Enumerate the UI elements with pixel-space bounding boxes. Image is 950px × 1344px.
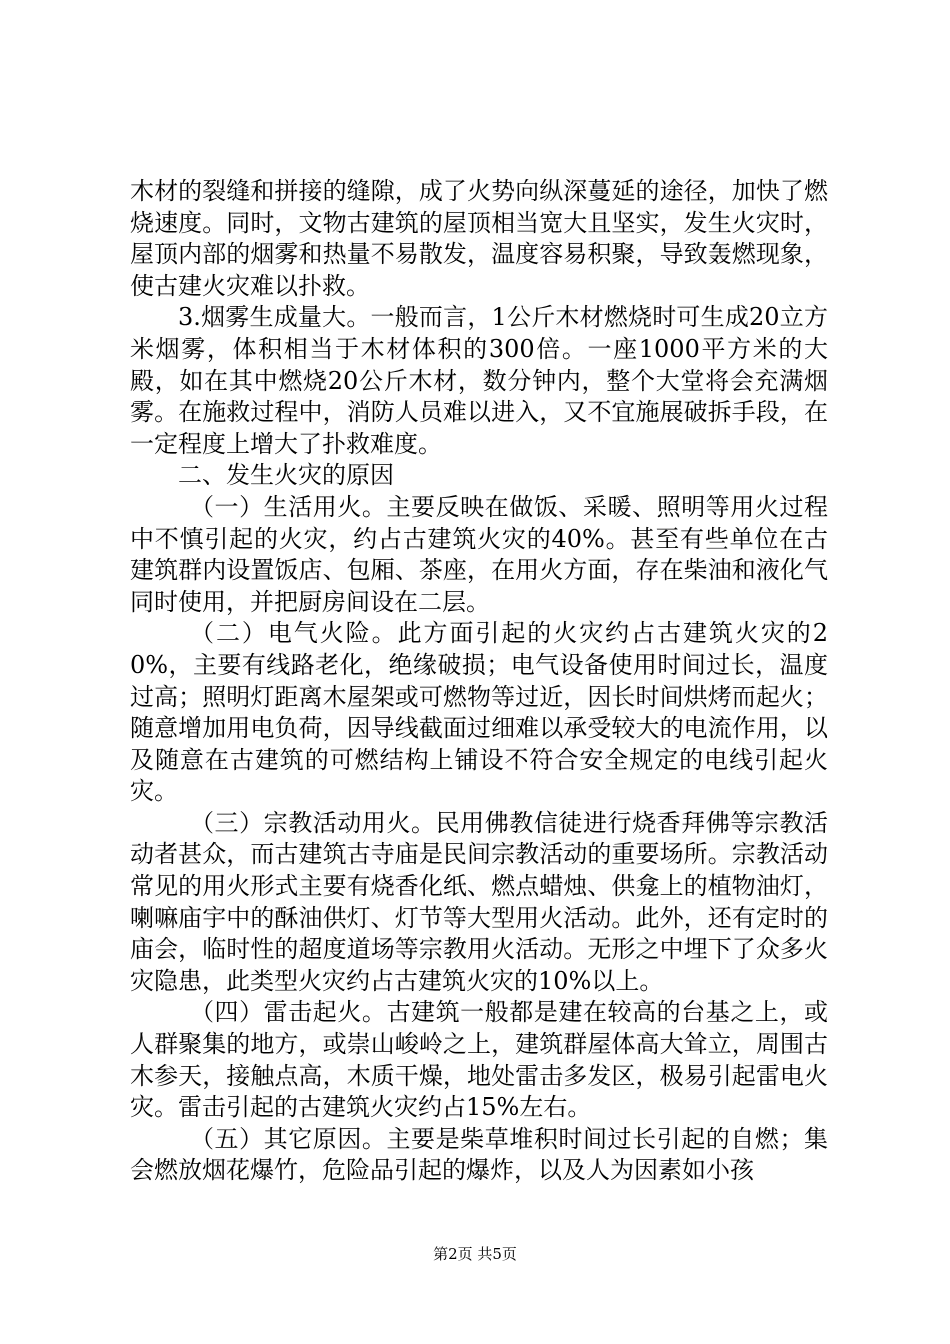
- paragraph-electrical-hazard: （二）电气火险。此方面引起的火灾约占古建筑火灾的20%，主要有线路老化，绝缘破损；电气设备使用时间过长，温度过高；照明灯距离木屋架或可燃物等过近，因长时间烘烤而起火；随意增加用电负荷，因导线截面过细难以承受较大的电流作用，以及随意在古建筑的可燃结构上铺设不符合安全规定的电线引起火灾。: [130, 619, 828, 806]
- paragraph-continuation: 木材的裂缝和拼接的缝隙，成了火势向纵深蔓延的途径，加快了燃烧速度。同时，文物古建筑的屋顶相当宽大且坚实，发生火灾时，屋顶内部的烟雾和热量不易散发，温度容易积聚，导致轰燃现象，使古建火灾难以扑救。: [130, 177, 828, 300]
- document-body: [130, 176, 828, 1187]
- paragraph-religious-fire-use: （三）宗教活动用火。民用佛教信徒进行烧香拜佛等宗教活动者甚众，而古建筑古寺庙是民间宗教活动的重要场所。宗教活动常见的用火形式主要有烧香化纸、燃点蜡烛、供龛上的植物油灯，喇嘛庙宇中的酥油供灯、灯节等大型用火活动。此外，还有定时的庙会，临时性的超度道场等宗教用火活动。无形之中埋下了众多火灾隐患，此类型火灾约占古建筑火灾的10%以上。: [130, 808, 828, 995]
- page-number-footer: 第2页 共5页: [433, 1245, 517, 1263]
- paragraph-lightning-fire: （四）雷击起火。古建筑一般都是建在较高的台基之上，或人群聚集的地方，或崇山峻岭之上，建筑群屋体高大耸立，周围古木参天，接触点高，木质干燥，地处雷击多发区，极易引起雷电火灾。雷击引起的古建筑火灾约占15%左右。: [130, 998, 828, 1122]
- paragraph-daily-fire-use: （一）生活用火。主要反映在做饭、采暖、照明等用火过程中不慎引起的火灾，约占古建筑火灾的40%。甚至有些单位在古建筑群内设置饭店、包厢、茶座，在用火方面，存在柴油和液化气同时使用，并把厨房间设在二层。: [130, 492, 828, 616]
- paragraph-other-causes: （五）其它原因。主要是柴草堆积时间过长引起的自燃；集会燃放烟花爆竹，危险品引起的爆炸，以及人为因素如小孩: [130, 1124, 828, 1185]
- section-heading-fire-causes: 二、发生火灾的原因: [178, 461, 394, 490]
- paragraph-smoke-volume: 3.烟雾生成量大。一般而言，1公斤木材燃烧时可生成20立方米烟雾，体积相当于木材体积的300倍。一座1000平方米的大殿，如在其中燃烧20公斤木材，数分钟内，整个大堂将会充满烟雾。在施救过程中，消防人员难以进入，又不宜施展破拆手段，在一定程度上增大了扑救难度。: [130, 303, 828, 458]
